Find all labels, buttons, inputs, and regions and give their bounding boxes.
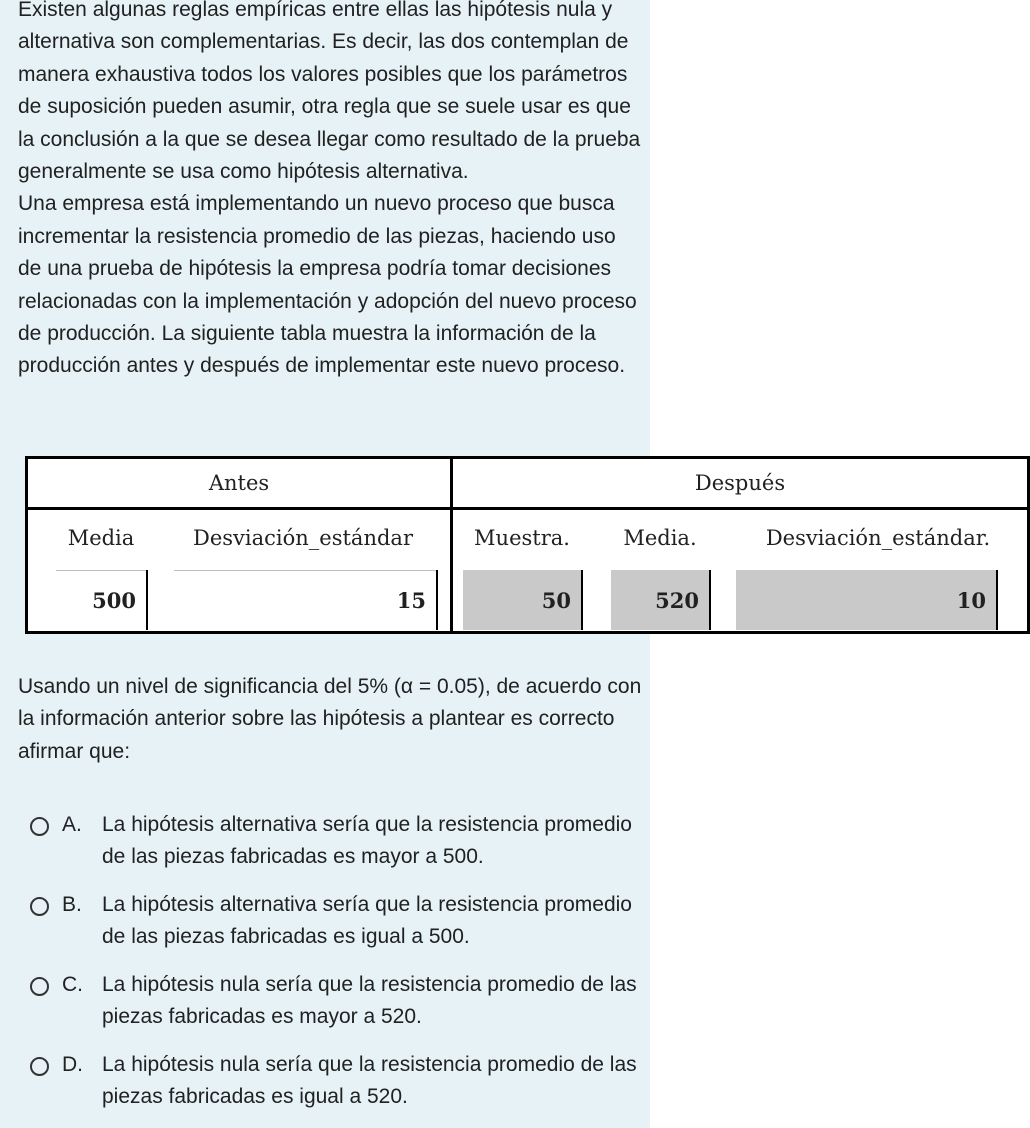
production-data-table <box>25 456 1030 634</box>
option-c[interactable] <box>30 969 640 1034</box>
radio-button-icon[interactable] <box>30 977 49 996</box>
intro-paragraph-1: Existen algunas reglas empíricas entre ellas las hipótesis nula y alternativa son complementarias. Es decir, las dos contemplan de manera exhaustiva todos los valores posibles que los parámetros de suposición pueden asumir, otra regla que se suele usar es que la conclusión a la que se desea llegar como resultado de la prueba generalmente se usa como hipótesis alternativa. <box>18 0 641 184</box>
question-text: Usando un nivel de significancia del 5% (α = 0.05), de acuerdo con la información anterior sobre las hipótesis a plantear es correcto afirmar que: <box>18 675 642 763</box>
column-header-desviacion-before: Desviación_estándar <box>193 526 413 550</box>
option-text: La hipótesis nula sería que la resistencia promedio de las piezas fabricadas es mayor a 520. <box>102 973 637 1029</box>
value-desviacion-after: 10 <box>736 570 998 630</box>
column-header-muestra-after: Muestra. <box>474 526 570 550</box>
radio-button-icon[interactable] <box>30 1057 49 1076</box>
option-a[interactable] <box>30 809 640 874</box>
value-media-after: 520 <box>611 570 711 630</box>
column-header-desviacion-after: Desviación_estándar. <box>765 526 991 550</box>
intro-text <box>18 0 643 383</box>
column-header-media-before: Media <box>67 526 135 550</box>
radio-button-icon[interactable] <box>30 897 49 916</box>
radio-button-icon[interactable] <box>30 817 49 836</box>
option-text: La hipótesis nula sería que la resistencia promedio de las piezas fabricadas es igual a 520. <box>102 1053 637 1109</box>
column-header-media-after: Media. <box>623 526 697 550</box>
group-header-before: Antes <box>208 471 270 495</box>
option-letter: D. <box>62 1053 83 1076</box>
option-text: La hipótesis alternativa sería que la resistencia promedio de las piezas fabricadas es igual a 500. <box>102 893 632 949</box>
group-header-after: Después <box>694 471 786 495</box>
option-letter: A. <box>62 813 82 836</box>
value-media-before: 500 <box>56 570 148 630</box>
option-letter: B. <box>62 893 82 916</box>
option-letter: C. <box>62 973 83 996</box>
option-text: La hipótesis alternativa sería que la resistencia promedio de las piezas fabricadas es mayor a 500. <box>102 813 632 869</box>
option-d[interactable] <box>30 1049 640 1114</box>
option-b[interactable] <box>30 889 640 954</box>
intro-paragraph-2: Una empresa está implementando un nuevo proceso que busca incrementar la resistencia promedio de las piezas, haciendo uso de una prueba de hipótesis la empresa podría tomar decisiones relacionadas con la implementación y adopción del nuevo proceso de producción. La siguiente tabla muestra la información de la producción antes y después de implementar este nuevo proceso. <box>18 192 637 378</box>
value-muestra-after: 50 <box>463 570 583 630</box>
value-desviacion-before: 15 <box>174 570 438 630</box>
